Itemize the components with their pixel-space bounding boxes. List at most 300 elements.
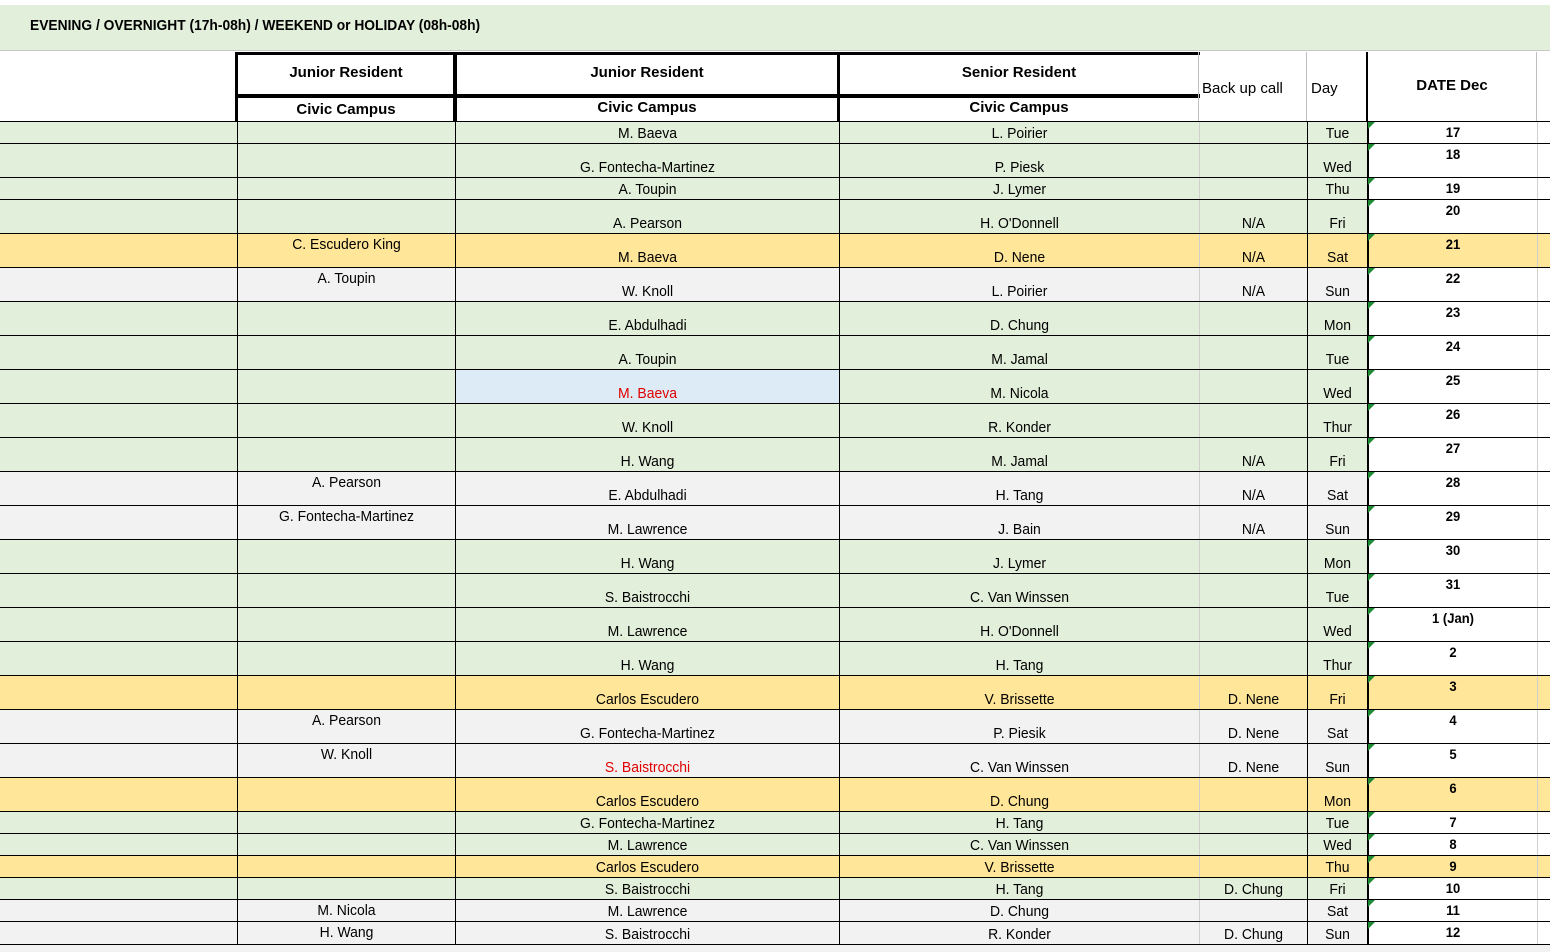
cell-j2[interactable] [455,744,839,777]
table-row [0,539,1550,573]
cell-backup[interactable] [1199,778,1307,811]
senior-value: L. Poirier [991,283,1048,300]
cell-j2[interactable] [455,812,839,833]
backup-value: N/A [1241,283,1266,300]
cell-tail[interactable] [1537,540,1550,573]
table-row [0,301,1550,335]
j2-value: W. Knoll [621,283,674,300]
cell-lead[interactable] [0,268,237,301]
cell-day[interactable] [1307,404,1367,437]
cell-day[interactable] [1307,834,1367,855]
cell-lead[interactable] [0,200,237,233]
cell-j1[interactable] [237,268,455,301]
cell-lead[interactable] [0,122,237,143]
cell-j1[interactable] [237,506,455,539]
junior1-campus-header: Civic Campus [296,101,396,118]
cell-backup[interactable] [1199,370,1307,403]
cell-date[interactable] [1367,608,1537,641]
comment-indicator-icon [1368,676,1375,683]
cell-j2[interactable] [455,922,839,944]
senior-value: L. Poirier [991,125,1048,142]
cell-j2[interactable] [455,642,839,675]
cell-tail[interactable] [1537,856,1550,877]
cell-senior[interactable] [839,900,1199,921]
cell-tail[interactable] [1537,200,1550,233]
cell-j1[interactable] [237,744,455,777]
date-value: 4 [1449,712,1457,728]
cell-j2[interactable] [455,200,839,233]
header-divider-1 [453,52,457,121]
cell-lead[interactable] [0,540,237,573]
j2-value: G. Fontecha-Martinez [580,725,715,742]
cell-date[interactable] [1367,200,1537,233]
cell-day[interactable] [1307,200,1367,233]
cell-tail[interactable] [1537,574,1550,607]
cell-date[interactable] [1367,404,1537,437]
cell-j1[interactable] [237,370,455,403]
cell-j1[interactable] [237,144,455,177]
cell-lead[interactable] [0,778,237,811]
senior-value: H. Tang [995,881,1044,898]
cell-j2[interactable] [455,472,839,505]
cell-backup[interactable] [1199,472,1307,505]
cell-j1[interactable] [237,922,455,944]
cell-tail[interactable] [1537,472,1550,505]
comment-indicator-icon [1368,506,1375,513]
day-value: Thur [1323,657,1352,674]
cell-tail[interactable] [1537,676,1550,709]
cell-j2[interactable] [455,540,839,573]
cell-backup[interactable] [1199,856,1307,877]
comment-indicator-icon [1368,540,1375,547]
cell-j1[interactable] [237,642,455,675]
cell-senior[interactable] [839,812,1199,833]
comment-indicator-icon [1368,574,1375,581]
cell-j2[interactable] [455,574,839,607]
cell-backup[interactable] [1199,122,1307,143]
cell-backup[interactable] [1199,642,1307,675]
j2-value: H. Wang [620,453,675,470]
cell-backup[interactable] [1199,540,1307,573]
cell-j1[interactable] [237,200,455,233]
cell-lead[interactable] [0,438,237,471]
comment-indicator-icon [1368,642,1375,649]
cell-day[interactable] [1307,234,1367,267]
cell-j2[interactable] [455,234,839,267]
cell-backup[interactable] [1199,234,1307,267]
senior-value: R. Konder [988,926,1051,943]
cell-lead[interactable] [0,370,237,403]
header-divider-2 [837,52,840,121]
cell-j2[interactable] [455,178,839,199]
cell-tail[interactable] [1537,370,1550,403]
cell-lead[interactable] [0,676,237,709]
cell-j1[interactable] [237,122,455,143]
cell-senior[interactable] [839,574,1199,607]
cell-j1[interactable] [237,336,455,369]
cell-j1[interactable] [237,302,455,335]
cell-tail[interactable] [1537,404,1550,437]
cell-senior[interactable] [839,200,1199,233]
cell-day[interactable] [1307,178,1367,199]
cell-j2[interactable] [455,438,839,471]
cell-lead[interactable] [0,336,237,369]
cell-tail[interactable] [1537,178,1550,199]
table-row [0,369,1550,403]
j2-value: Carlos Escudero [595,793,700,810]
cell-date[interactable] [1367,878,1537,899]
day-value: Sun [1325,521,1350,538]
cell-j1[interactable] [237,878,455,899]
j1-value: W. Knoll [320,746,373,763]
cell-j2[interactable] [455,506,839,539]
cell-j2[interactable] [455,370,839,403]
table-row [0,855,1550,877]
cell-date[interactable] [1367,642,1537,675]
cell-backup[interactable] [1199,878,1307,899]
cell-date[interactable] [1367,922,1537,944]
cell-tail[interactable] [1537,608,1550,641]
cell-backup[interactable] [1199,574,1307,607]
cell-tail[interactable] [1537,744,1550,777]
cell-tail[interactable] [1537,336,1550,369]
cell-senior[interactable] [839,122,1199,143]
cell-backup[interactable] [1199,178,1307,199]
cell-tail[interactable] [1537,900,1550,921]
day-value: Thu [1325,181,1350,198]
cell-date[interactable] [1367,178,1537,199]
date-value: 10 [1445,880,1461,896]
j1-value: G. Fontecha-Martinez [279,508,414,525]
senior-value: D. Chung [990,793,1049,810]
cell-backup[interactable] [1199,404,1307,437]
cell-date[interactable] [1367,900,1537,921]
day-value: Wed [1323,623,1352,640]
cell-tail[interactable] [1537,438,1550,471]
senior-value: H. Tang [995,487,1044,504]
cell-lead[interactable] [0,710,237,743]
senior-value: J. Lymer [993,181,1046,198]
day-value: Tue [1325,125,1350,142]
cell-day[interactable] [1307,642,1367,675]
cell-senior[interactable] [839,710,1199,743]
cell-date[interactable] [1367,302,1537,335]
date-value: 26 [1445,406,1461,422]
table-row [0,877,1550,899]
cell-j2[interactable] [455,268,839,301]
cell-lead[interactable] [0,642,237,675]
j1-value: C. Escudero King [292,236,401,253]
table-row [0,505,1550,539]
cell-tail[interactable] [1537,878,1550,899]
cell-lead[interactable] [0,506,237,539]
cell-day[interactable] [1307,812,1367,833]
cell-j2[interactable] [455,710,839,743]
cell-date[interactable] [1367,676,1537,709]
cell-tail[interactable] [1537,812,1550,833]
cell-j2[interactable] [455,608,839,641]
j2-value: G. Fontecha-Martinez [580,815,715,832]
senior-value: M. Jamal [991,351,1048,368]
cell-date[interactable] [1367,506,1537,539]
cell-date[interactable] [1367,744,1537,777]
cell-senior[interactable] [839,608,1199,641]
cell-day[interactable] [1307,472,1367,505]
schedule-title-bar [0,5,1550,51]
cell-day[interactable] [1307,302,1367,335]
cell-backup[interactable] [1199,268,1307,301]
cell-date[interactable] [1367,710,1537,743]
day-value: Tue [1325,351,1350,368]
cell-lead[interactable] [0,812,237,833]
table-row [0,403,1550,437]
cell-j1[interactable] [237,234,455,267]
cell-j2[interactable] [455,144,839,177]
cell-lead[interactable] [0,608,237,641]
cell-senior[interactable] [839,878,1199,899]
cell-senior[interactable] [839,404,1199,437]
cell-senior[interactable] [839,178,1199,199]
cell-backup[interactable] [1199,302,1307,335]
table-row [0,833,1550,855]
cell-date[interactable] [1367,472,1537,505]
cell-j1[interactable] [237,404,455,437]
cell-lead[interactable] [0,404,237,437]
cell-tail[interactable] [1537,710,1550,743]
comment-indicator-icon [1368,178,1375,185]
cell-j2[interactable] [455,900,839,921]
cell-backup[interactable] [1199,900,1307,921]
cell-date[interactable] [1367,122,1537,143]
cell-date[interactable] [1367,812,1537,833]
cell-day[interactable] [1307,506,1367,539]
cell-tail[interactable] [1537,302,1550,335]
comment-indicator-icon [1368,856,1375,863]
senior-value: R. Konder [988,419,1051,436]
date-value: 3 [1449,678,1457,694]
cell-senior[interactable] [839,370,1199,403]
date-value: 7 [1449,814,1457,830]
day-value: Fri [1329,881,1346,898]
day-value: Wed [1323,385,1352,402]
cell-day[interactable] [1307,900,1367,921]
cell-j2[interactable] [455,302,839,335]
table-row-partial [0,944,1550,952]
header-divider-day [1306,52,1307,121]
cell-day[interactable] [1307,540,1367,573]
day-value: Thur [1323,419,1352,436]
table-row [0,121,1550,143]
cell-senior[interactable] [839,234,1199,267]
cell-day[interactable] [1307,122,1367,143]
j2-value: H. Wang [620,555,675,572]
cell-senior[interactable] [839,778,1199,811]
cell-j1[interactable] [237,710,455,743]
senior-value: H. O'Donnell [980,215,1059,232]
cell-senior[interactable] [839,438,1199,471]
cell-backup[interactable] [1199,812,1307,833]
cell-j1[interactable] [237,540,455,573]
cell-tail[interactable] [1537,506,1550,539]
date-value: 31 [1445,576,1461,592]
cell-day[interactable] [1307,144,1367,177]
cell-day[interactable] [1307,878,1367,899]
cell-date[interactable] [1367,438,1537,471]
cell-backup[interactable] [1199,834,1307,855]
cell-tail[interactable] [1537,834,1550,855]
cell-lead[interactable] [0,878,237,899]
cell-tail[interactable] [1537,144,1550,177]
cell-backup[interactable] [1199,438,1307,471]
senior-campus-header: Civic Campus [969,99,1069,116]
table-row [0,335,1550,369]
j2-value: A. Toupin [618,351,677,368]
cell-date[interactable] [1367,574,1537,607]
cell-day[interactable] [1307,336,1367,369]
senior-value: C. Van Winssen [970,759,1069,776]
cell-date[interactable] [1367,834,1537,855]
cell-date[interactable] [1367,856,1537,877]
cell-j1[interactable] [237,900,455,921]
cell-date[interactable] [1367,144,1537,177]
cell-backup[interactable] [1199,710,1307,743]
cell-day[interactable] [1307,710,1367,743]
cell-tail[interactable] [1537,778,1550,811]
cell-j1[interactable] [237,812,455,833]
cell-day[interactable] [1307,608,1367,641]
cell-date[interactable] [1367,370,1537,403]
cell-senior[interactable] [839,744,1199,777]
cell-backup[interactable] [1199,200,1307,233]
cell-tail[interactable] [1537,234,1550,267]
cell-senior[interactable] [839,302,1199,335]
cell-j2[interactable] [455,676,839,709]
cell-date[interactable] [1367,268,1537,301]
cell-j1[interactable] [237,778,455,811]
cell-backup[interactable] [1199,608,1307,641]
cell-lead[interactable] [0,144,237,177]
cell-day[interactable] [1307,438,1367,471]
cell-senior[interactable] [839,336,1199,369]
date-value: 30 [1445,542,1461,558]
j2-value: A. Toupin [618,181,677,198]
cell-lead[interactable] [0,922,237,944]
cell-backup[interactable] [1199,922,1307,944]
cell-tail[interactable] [1537,922,1550,944]
cell-senior[interactable] [839,540,1199,573]
comment-indicator-icon [1368,472,1375,479]
cell-j1[interactable] [237,834,455,855]
cell-date[interactable] [1367,540,1537,573]
cell-day[interactable] [1307,370,1367,403]
cell-day[interactable] [1307,744,1367,777]
cell-date[interactable] [1367,336,1537,369]
cell-tail[interactable] [1537,268,1550,301]
date-value: 22 [1445,270,1461,286]
table-row [0,471,1550,505]
cell-lead[interactable] [0,744,237,777]
cell-senior[interactable] [839,676,1199,709]
day-value: Tue [1325,589,1350,606]
cell-day[interactable] [1307,922,1367,944]
cell-backup[interactable] [1199,336,1307,369]
cell-lead[interactable] [0,234,237,267]
cell-lead[interactable] [0,900,237,921]
cell-lead[interactable] [0,302,237,335]
cell-backup[interactable] [1199,506,1307,539]
header-divider-date [1366,52,1368,121]
cell-senior[interactable] [839,642,1199,675]
cell-j1[interactable] [237,438,455,471]
cell-date[interactable] [1367,778,1537,811]
cell-senior[interactable] [839,834,1199,855]
cell-day[interactable] [1307,268,1367,301]
cell-j1[interactable] [237,574,455,607]
cell-j2[interactable] [455,336,839,369]
cell-tail[interactable] [1537,122,1550,143]
cell-j1[interactable] [237,676,455,709]
cell-senior[interactable] [839,472,1199,505]
cell-lead[interactable] [0,472,237,505]
date-value: 21 [1445,236,1461,252]
day-value: Sat [1327,249,1348,266]
cell-j2[interactable] [455,878,839,899]
cell-tail[interactable] [1537,642,1550,675]
cell-j1[interactable] [237,472,455,505]
table-row [0,199,1550,233]
cell-day[interactable] [1307,574,1367,607]
cell-backup[interactable] [1199,144,1307,177]
cell-lead[interactable] [0,856,237,877]
cell-day[interactable] [1307,676,1367,709]
date-value: 27 [1445,440,1461,456]
cell-backup[interactable] [1199,744,1307,777]
day-header: Day [1311,80,1338,97]
senior-value: D. Chung [990,317,1049,334]
comment-indicator-icon [1368,302,1375,309]
senior-value: M. Jamal [991,453,1048,470]
cell-day[interactable] [1307,856,1367,877]
cell-backup[interactable] [1199,676,1307,709]
table-row [0,709,1550,743]
cell-lead[interactable] [0,574,237,607]
cell-lead[interactable] [0,834,237,855]
comment-indicator-icon [1368,878,1375,885]
date-value: 24 [1445,338,1461,354]
cell-j2[interactable] [455,122,839,143]
cell-senior[interactable] [839,856,1199,877]
date-value: 28 [1445,474,1461,490]
cell-senior[interactable] [839,506,1199,539]
cell-j2[interactable] [455,778,839,811]
cell-j2[interactable] [455,856,839,877]
cell-senior[interactable] [839,922,1199,944]
cell-date[interactable] [1367,234,1537,267]
cell-day[interactable] [1307,778,1367,811]
cell-j2[interactable] [455,834,839,855]
j1-value: A. Pearson [311,474,382,491]
cell-senior[interactable] [839,268,1199,301]
cell-j1[interactable] [237,608,455,641]
cell-lead[interactable] [0,178,237,199]
cell-j1[interactable] [237,856,455,877]
cell-j2[interactable] [455,404,839,437]
cell-j1[interactable] [237,178,455,199]
cell-senior[interactable] [839,144,1199,177]
table-row [0,811,1550,833]
header-divider-end [1536,52,1537,121]
comment-indicator-icon [1368,234,1375,241]
